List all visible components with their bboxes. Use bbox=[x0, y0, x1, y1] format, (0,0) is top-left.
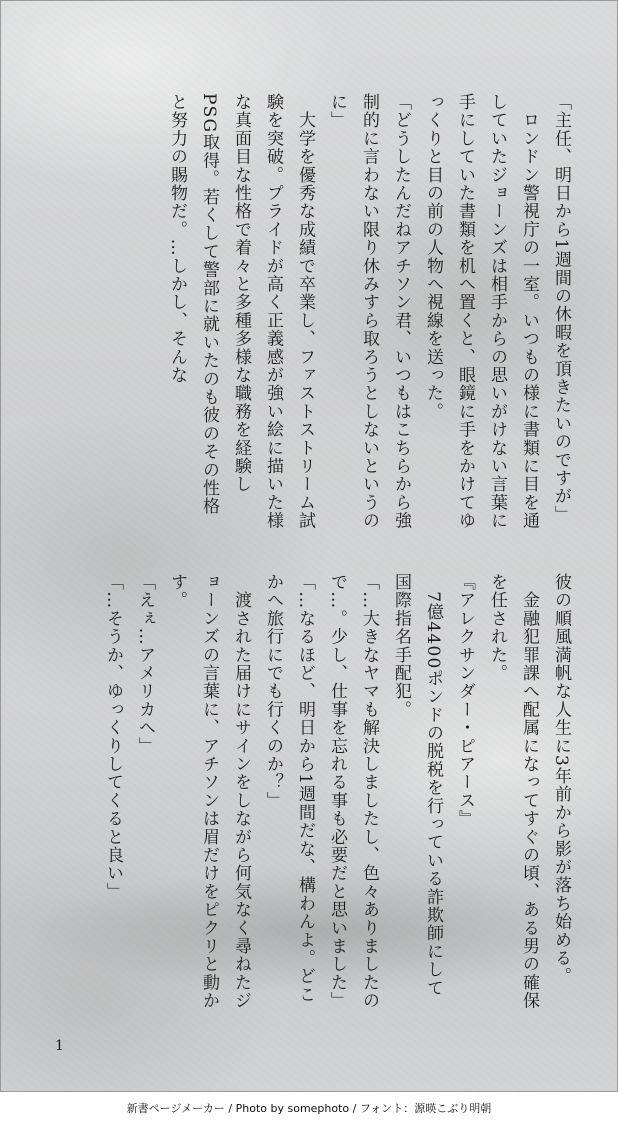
paragraph: 7億4400ポンドの脱税を行っている詐欺師にして国際指名手配犯。 bbox=[391, 573, 443, 998]
top-text-block bbox=[161, 93, 577, 533]
bottom-text-block bbox=[97, 573, 577, 1013]
paragraph: 「…大きなヤマも解決しましたし、色々ありましたので…。少し、仕事を忘れる事も必要だと思いました」 bbox=[327, 573, 379, 1010]
page-number: 1 bbox=[55, 1038, 64, 1054]
paragraph: 「えぇ…アメリカへ」 bbox=[135, 573, 155, 755]
paragraph: 金融犯罪課へ配属になってすぐの頃、ある男の確保を任された。 bbox=[487, 573, 539, 1010]
paragraph: 「主任、明日から1週間の休暇を頂きたいのですが」 bbox=[551, 93, 571, 524]
paragraph: 「…そうか、ゆっくりしてくると良い」 bbox=[103, 573, 123, 901]
paragraph: 彼の順風満帆な人生に3年前から影が落ち始める。 bbox=[551, 573, 571, 986]
paragraph: 大学を優秀な成績で卒業し、ファストストリーム試験を突破。プライドが高く正義感が強い絵に描いた様な真面目な性格で着々と多種多様な職務を経験しPSG取得。若くして警部に就いたのも彼のその性格と努力の賜物だ。…しかし、そんな bbox=[167, 93, 315, 530]
paragraph: 「どうしたんだねアチソン君、いつもはこちらから強制的に言わない限り休みすら取ろうとしないというのに」 bbox=[327, 93, 411, 530]
paragraph: 渡された届けにサインをしながら何気なく尋ねたジョーンズの言葉に、アチソンは眉だけをピクリと動かす。 bbox=[167, 573, 251, 1010]
paragraph: 「…なるほど、明日から1週間だな、構わんよ。どこかへ旅行にでも行くのか？」 bbox=[263, 573, 315, 1004]
paragraph: 『アレクサンダー・ピアース』 bbox=[455, 573, 475, 828]
credit-line: 新書ページメーカー / Photo by somephoto / フォント：源暎こぶり明朝 bbox=[126, 1102, 492, 1115]
paragraph: ロンドン警視庁の一室。いつもの様に書類に目を通していたジョーンズは相手からの思いがけない言葉に手にしていた書類を机へ置くと、眼鏡に手をかけてゆっくりと目の前の人物へ視線を送った。 bbox=[423, 93, 539, 530]
